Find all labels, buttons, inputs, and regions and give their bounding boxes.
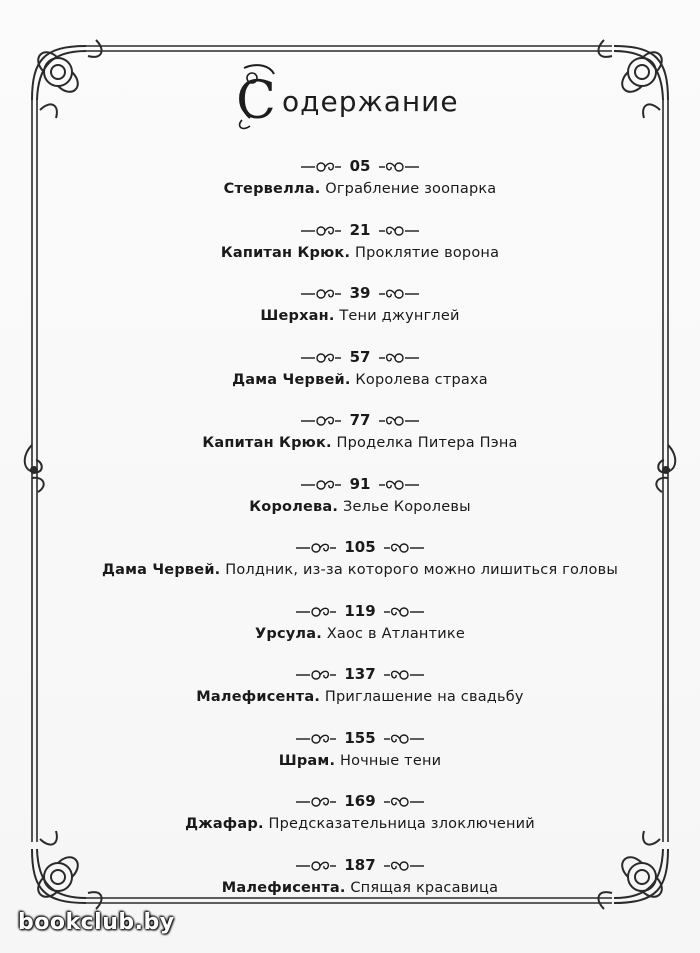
character-name: Джафар.	[185, 816, 264, 832]
page-number-ornament-icon	[294, 731, 338, 745]
toc-entry-title	[60, 813, 660, 835]
page-number-row	[60, 535, 660, 559]
toc-entry-title	[60, 623, 660, 645]
page-number-ornament-icon	[382, 731, 426, 745]
story-title: Тени джунглей	[339, 308, 460, 324]
page-number-ornament-icon	[382, 604, 426, 618]
page-number-ornament-icon	[382, 540, 426, 554]
story-title: Зелье Королевы	[342, 498, 471, 515]
toc-entry[interactable]	[60, 789, 660, 849]
character-name: Капитан Крюк.	[202, 435, 332, 451]
toc-entry-title	[60, 686, 660, 708]
character-name: Шрам.	[278, 752, 336, 769]
page-number-ornament-icon	[294, 858, 338, 872]
toc-entry-title	[60, 178, 660, 200]
toc-entry-title	[60, 496, 660, 518]
side-ornament-left	[25, 445, 44, 492]
page-number-ornament-icon	[377, 159, 421, 173]
page-title	[230, 60, 459, 132]
toc-entry[interactable]	[60, 599, 660, 659]
page-number-ornament-icon	[377, 477, 421, 491]
page-number: 169	[344, 792, 376, 810]
toc-entry[interactable]	[60, 535, 660, 595]
story-title: Королева страха	[355, 371, 488, 388]
page-number-ornament-icon	[382, 858, 426, 872]
page-number: 57	[349, 347, 371, 366]
character-name: Малефисента.	[196, 689, 321, 705]
story-title: Ночные тени	[339, 752, 442, 769]
page-number-row	[60, 853, 660, 877]
page-number-ornament-icon	[377, 413, 421, 427]
character-name: Стервелла.	[223, 181, 321, 197]
toc-entry[interactable]	[60, 472, 660, 532]
page-number-ornament-icon	[382, 667, 426, 681]
character-name: Шерхан.	[260, 308, 335, 324]
story-title: Хаос в Атлантике	[326, 625, 465, 642]
toc-entry[interactable]	[60, 154, 660, 214]
page-number-ornament-icon	[377, 223, 421, 237]
page-number-ornament-icon	[299, 413, 343, 427]
page-number-ornament-icon	[382, 794, 426, 808]
page-number-ornament-icon	[299, 286, 343, 300]
toc-entry[interactable]	[60, 345, 660, 405]
character-name: Капитан Крюк.	[220, 244, 351, 261]
page-number-row	[60, 662, 660, 686]
story-title: Предсказательница злоключений	[268, 816, 535, 832]
story-title: Спящая красавица	[350, 879, 499, 896]
page-number-row	[60, 154, 660, 178]
page-number: 39	[349, 284, 371, 302]
watermark: bookclub.by	[18, 910, 175, 935]
character-name: Урсула.	[255, 625, 322, 642]
page-number-ornament-icon	[377, 286, 421, 300]
page-number-row	[60, 408, 660, 432]
toc-entry-title	[60, 750, 660, 772]
decorative-drop-cap	[230, 60, 286, 132]
toc-entry[interactable]	[60, 853, 660, 913]
story-title: Приглашение на свадьбу	[324, 689, 524, 705]
page-number: 105	[344, 538, 376, 556]
character-name: Дама Червей.	[232, 371, 351, 388]
page-number: 155	[344, 728, 376, 747]
drop-cap-letter: С	[236, 71, 276, 131]
page-number-ornament-icon	[299, 350, 343, 364]
page-number: 119	[344, 601, 376, 620]
page-number: 21	[349, 220, 371, 239]
story-title: Проклятие ворона	[354, 244, 500, 261]
page-number: 77	[349, 411, 371, 429]
page-number-ornament-icon	[294, 604, 338, 618]
toc-entry-title	[60, 559, 660, 581]
story-title: Ограбление зоопарка	[325, 181, 497, 197]
character-name: Дама Червей.	[102, 562, 221, 578]
page-number: 187	[344, 855, 376, 874]
character-name: Малефисента.	[221, 879, 346, 896]
toc-entry[interactable]	[60, 726, 660, 786]
page-number-row	[60, 789, 660, 813]
toc-entry-title	[60, 242, 660, 264]
toc-entry-title	[60, 877, 660, 899]
toc-entry-title	[60, 432, 660, 454]
page-number-row	[60, 726, 660, 750]
title-text: одержание	[282, 85, 459, 118]
page-number-ornament-icon	[299, 477, 343, 491]
character-name: Королева.	[249, 498, 339, 515]
story-title: Полдник, из-за которого можно лишиться головы	[225, 562, 618, 578]
page-number-row	[60, 281, 660, 305]
toc-entry-title	[60, 369, 660, 391]
page-number-ornament-icon	[294, 540, 338, 554]
page-number-row	[60, 345, 660, 369]
page-number: 05	[349, 157, 371, 175]
toc-entry[interactable]	[60, 218, 660, 278]
toc-entry-title	[60, 305, 660, 327]
page-number: 137	[344, 665, 376, 683]
page-number-row	[60, 599, 660, 623]
toc-entry[interactable]	[60, 408, 660, 468]
toc-entry[interactable]	[60, 662, 660, 722]
page-number: 91	[349, 474, 371, 493]
toc-entry[interactable]	[60, 281, 660, 341]
page-number-ornament-icon	[294, 794, 338, 808]
story-title: Проделка Питера Пэна	[336, 435, 518, 451]
page-number-row	[60, 472, 660, 496]
page-number-row	[60, 218, 660, 242]
table-of-contents	[60, 150, 660, 912]
page-number-ornament-icon	[377, 350, 421, 364]
page-number-ornament-icon	[299, 223, 343, 237]
page-number-ornament-icon	[294, 667, 338, 681]
page-number-ornament-icon	[299, 159, 343, 173]
